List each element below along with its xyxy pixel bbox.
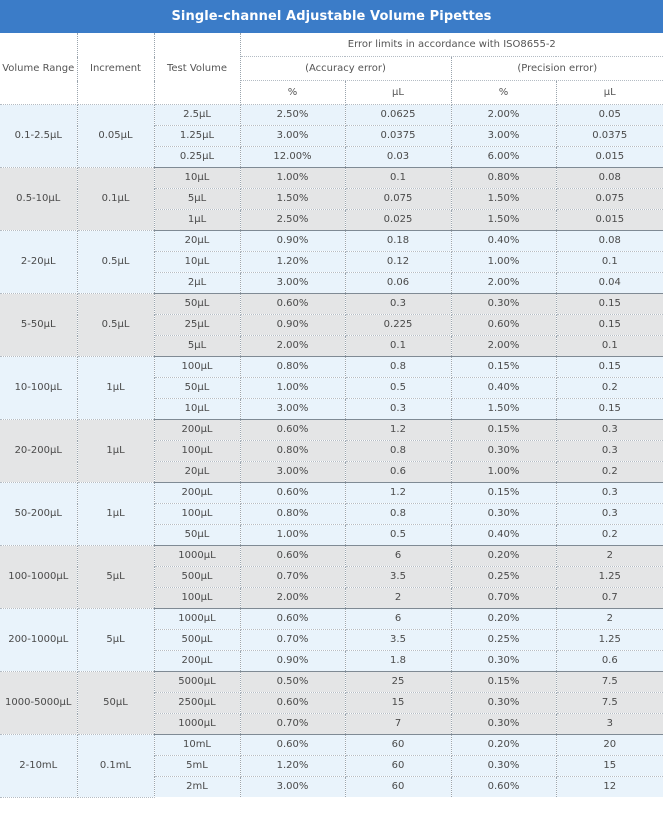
cell-accuracy-ul: 1.2 bbox=[345, 483, 451, 504]
cell-increment: 1μL bbox=[77, 483, 154, 546]
cell-precision-ul: 1.25 bbox=[556, 630, 663, 651]
cell-accuracy-percent: 0.60% bbox=[240, 420, 345, 441]
cell-precision-ul: 0.3 bbox=[556, 504, 663, 525]
cell-accuracy-ul: 3.5 bbox=[345, 567, 451, 588]
cell-accuracy-percent: 0.80% bbox=[240, 357, 345, 378]
cell-accuracy-ul: 0.0625 bbox=[345, 105, 451, 126]
cell-precision-percent: 0.30% bbox=[451, 693, 556, 714]
cell-precision-percent: 0.25% bbox=[451, 630, 556, 651]
cell-test-volume: 10μL bbox=[154, 168, 240, 189]
cell-precision-ul: 0.1 bbox=[556, 336, 663, 357]
cell-precision-ul: 12 bbox=[556, 777, 663, 798]
table-header bbox=[0, 33, 663, 105]
cell-volume-range: 5-50μL bbox=[0, 294, 77, 357]
cell-precision-percent: 0.30% bbox=[451, 756, 556, 777]
cell-accuracy-percent: 0.60% bbox=[240, 294, 345, 315]
cell-accuracy-percent: 1.20% bbox=[240, 252, 345, 273]
cell-volume-range: 20-200μL bbox=[0, 420, 77, 483]
cell-precision-ul: 0.05 bbox=[556, 105, 663, 126]
cell-accuracy-percent: 1.00% bbox=[240, 168, 345, 189]
cell-precision-ul: 1.25 bbox=[556, 567, 663, 588]
cell-accuracy-percent: 0.80% bbox=[240, 441, 345, 462]
cell-accuracy-percent: 3.00% bbox=[240, 273, 345, 294]
cell-increment: 1μL bbox=[77, 357, 154, 420]
table-title: Single-channel Adjustable Volume Pipettes bbox=[0, 0, 663, 33]
cell-accuracy-percent: 1.20% bbox=[240, 756, 345, 777]
cell-test-volume: 10mL bbox=[154, 735, 240, 756]
cell-precision-percent: 2.00% bbox=[451, 105, 556, 126]
cell-test-volume: 50μL bbox=[154, 294, 240, 315]
table-row bbox=[0, 483, 663, 504]
cell-precision-ul: 0.015 bbox=[556, 147, 663, 168]
cell-precision-ul: 7.5 bbox=[556, 672, 663, 693]
cell-precision-percent: 0.20% bbox=[451, 546, 556, 567]
cell-accuracy-ul: 0.06 bbox=[345, 273, 451, 294]
cell-volume-range: 0.1-2.5μL bbox=[0, 105, 77, 168]
cell-test-volume: 25μL bbox=[154, 315, 240, 336]
cell-test-volume: 0.25μL bbox=[154, 147, 240, 168]
cell-precision-ul: 2 bbox=[556, 609, 663, 630]
cell-test-volume: 1.25μL bbox=[154, 126, 240, 147]
cell-precision-ul: 0.6 bbox=[556, 651, 663, 672]
cell-precision-ul: 15 bbox=[556, 756, 663, 777]
cell-precision-percent: 1.00% bbox=[451, 252, 556, 273]
cell-precision-percent: 1.50% bbox=[451, 210, 556, 231]
table-row bbox=[0, 231, 663, 252]
cell-precision-ul: 0.0375 bbox=[556, 126, 663, 147]
cell-test-volume: 500μL bbox=[154, 630, 240, 651]
cell-precision-percent: 1.50% bbox=[451, 399, 556, 420]
cell-volume-range: 200-1000μL bbox=[0, 609, 77, 672]
cell-test-volume: 5mL bbox=[154, 756, 240, 777]
cell-precision-percent: 0.15% bbox=[451, 672, 556, 693]
cell-increment: 5μL bbox=[77, 546, 154, 609]
table-row bbox=[0, 735, 663, 756]
cell-accuracy-ul: 0.025 bbox=[345, 210, 451, 231]
cell-precision-percent: 0.60% bbox=[451, 777, 556, 798]
header-test-volume: Test Volume bbox=[154, 33, 240, 105]
cell-precision-percent: 0.25% bbox=[451, 567, 556, 588]
cell-precision-ul: 2 bbox=[556, 546, 663, 567]
cell-accuracy-percent: 0.60% bbox=[240, 693, 345, 714]
cell-test-volume: 100μL bbox=[154, 504, 240, 525]
cell-precision-percent: 0.70% bbox=[451, 588, 556, 609]
cell-precision-ul: 0.15 bbox=[556, 399, 663, 420]
cell-test-volume: 2μL bbox=[154, 273, 240, 294]
cell-precision-ul: 0.04 bbox=[556, 273, 663, 294]
cell-accuracy-ul: 60 bbox=[345, 756, 451, 777]
cell-test-volume: 10μL bbox=[154, 252, 240, 273]
cell-precision-ul: 0.2 bbox=[556, 462, 663, 483]
cell-precision-percent: 1.00% bbox=[451, 462, 556, 483]
cell-accuracy-ul: 0.8 bbox=[345, 441, 451, 462]
cell-accuracy-ul: 60 bbox=[345, 777, 451, 798]
cell-precision-percent: 0.30% bbox=[451, 714, 556, 735]
cell-precision-ul: 0.15 bbox=[556, 294, 663, 315]
header-increment: Increment bbox=[77, 33, 154, 105]
cell-test-volume: 200μL bbox=[154, 483, 240, 504]
cell-test-volume: 2.5μL bbox=[154, 105, 240, 126]
cell-volume-range: 0.5-10μL bbox=[0, 168, 77, 231]
cell-precision-percent: 2.00% bbox=[451, 273, 556, 294]
header-volume-range: Volume Range bbox=[0, 33, 77, 105]
cell-accuracy-ul: 0.12 bbox=[345, 252, 451, 273]
cell-volume-range: 1000-5000μL bbox=[0, 672, 77, 735]
cell-test-volume: 10μL bbox=[154, 399, 240, 420]
cell-precision-percent: 0.15% bbox=[451, 483, 556, 504]
table-row bbox=[0, 357, 663, 378]
cell-test-volume: 1000μL bbox=[154, 546, 240, 567]
cell-accuracy-ul: 0.5 bbox=[345, 525, 451, 546]
cell-precision-ul: 20 bbox=[556, 735, 663, 756]
cell-precision-percent: 0.15% bbox=[451, 420, 556, 441]
cell-accuracy-percent: 0.70% bbox=[240, 714, 345, 735]
cell-precision-percent: 0.15% bbox=[451, 357, 556, 378]
cell-test-volume: 200μL bbox=[154, 420, 240, 441]
cell-accuracy-percent: 0.60% bbox=[240, 609, 345, 630]
cell-accuracy-ul: 0.1 bbox=[345, 336, 451, 357]
cell-test-volume: 1000μL bbox=[154, 714, 240, 735]
cell-test-volume: 20μL bbox=[154, 231, 240, 252]
cell-accuracy-ul: 1.8 bbox=[345, 651, 451, 672]
cell-precision-ul: 0.08 bbox=[556, 231, 663, 252]
cell-test-volume: 100μL bbox=[154, 588, 240, 609]
header-accuracy-error: (Accuracy error) bbox=[240, 57, 451, 81]
cell-precision-ul: 0.15 bbox=[556, 315, 663, 336]
cell-precision-percent: 0.20% bbox=[451, 735, 556, 756]
cell-accuracy-percent: 1.00% bbox=[240, 525, 345, 546]
cell-accuracy-percent: 1.50% bbox=[240, 189, 345, 210]
header-accuracy-percent: % bbox=[240, 81, 345, 105]
cell-accuracy-ul: 0.5 bbox=[345, 378, 451, 399]
table-row bbox=[0, 294, 663, 315]
cell-accuracy-ul: 0.1 bbox=[345, 168, 451, 189]
cell-accuracy-percent: 3.00% bbox=[240, 777, 345, 798]
header-precision-error: (Precision error) bbox=[451, 57, 663, 81]
cell-test-volume: 100μL bbox=[154, 357, 240, 378]
cell-accuracy-ul: 2 bbox=[345, 588, 451, 609]
cell-precision-percent: 0.60% bbox=[451, 315, 556, 336]
cell-volume-range: 2-10mL bbox=[0, 735, 77, 798]
cell-test-volume: 2mL bbox=[154, 777, 240, 798]
cell-test-volume: 1μL bbox=[154, 210, 240, 231]
pipette-table bbox=[0, 33, 663, 798]
cell-accuracy-ul: 0.18 bbox=[345, 231, 451, 252]
cell-accuracy-ul: 15 bbox=[345, 693, 451, 714]
cell-accuracy-ul: 0.6 bbox=[345, 462, 451, 483]
cell-increment: 0.5μL bbox=[77, 294, 154, 357]
cell-precision-ul: 0.3 bbox=[556, 441, 663, 462]
cell-accuracy-percent: 3.00% bbox=[240, 126, 345, 147]
cell-test-volume: 50μL bbox=[154, 378, 240, 399]
cell-precision-ul: 0.075 bbox=[556, 189, 663, 210]
cell-volume-range: 10-100μL bbox=[0, 357, 77, 420]
cell-precision-percent: 0.40% bbox=[451, 525, 556, 546]
cell-precision-ul: 0.2 bbox=[556, 525, 663, 546]
cell-precision-ul: 0.7 bbox=[556, 588, 663, 609]
cell-test-volume: 50μL bbox=[154, 525, 240, 546]
cell-test-volume: 5μL bbox=[154, 336, 240, 357]
cell-accuracy-ul: 0.03 bbox=[345, 147, 451, 168]
cell-precision-percent: 0.40% bbox=[451, 231, 556, 252]
cell-accuracy-ul: 25 bbox=[345, 672, 451, 693]
cell-precision-percent: 0.30% bbox=[451, 651, 556, 672]
cell-increment: 1μL bbox=[77, 420, 154, 483]
cell-precision-ul: 0.08 bbox=[556, 168, 663, 189]
cell-test-volume: 500μL bbox=[154, 567, 240, 588]
cell-accuracy-percent: 12.00% bbox=[240, 147, 345, 168]
cell-volume-range: 50-200μL bbox=[0, 483, 77, 546]
header-error-limits: Error limits in accordance with ISO8655-2 bbox=[240, 33, 663, 57]
cell-precision-percent: 0.20% bbox=[451, 609, 556, 630]
table-row bbox=[0, 546, 663, 567]
cell-accuracy-percent: 3.00% bbox=[240, 399, 345, 420]
table-row bbox=[0, 105, 663, 126]
cell-accuracy-percent: 0.50% bbox=[240, 672, 345, 693]
cell-test-volume: 1000μL bbox=[154, 609, 240, 630]
cell-test-volume: 5μL bbox=[154, 189, 240, 210]
cell-test-volume: 20μL bbox=[154, 462, 240, 483]
cell-precision-percent: 0.30% bbox=[451, 504, 556, 525]
cell-precision-percent: 2.00% bbox=[451, 336, 556, 357]
cell-accuracy-percent: 2.50% bbox=[240, 105, 345, 126]
cell-increment: 0.1μL bbox=[77, 168, 154, 231]
cell-accuracy-percent: 0.60% bbox=[240, 546, 345, 567]
cell-accuracy-ul: 3.5 bbox=[345, 630, 451, 651]
cell-accuracy-ul: 0.3 bbox=[345, 294, 451, 315]
cell-accuracy-percent: 0.60% bbox=[240, 735, 345, 756]
cell-volume-range: 2-20μL bbox=[0, 231, 77, 294]
cell-increment: 0.05μL bbox=[77, 105, 154, 168]
table-row bbox=[0, 168, 663, 189]
cell-accuracy-percent: 3.00% bbox=[240, 462, 345, 483]
cell-test-volume: 2500μL bbox=[154, 693, 240, 714]
cell-precision-percent: 0.30% bbox=[451, 441, 556, 462]
cell-accuracy-percent: 0.90% bbox=[240, 315, 345, 336]
cell-test-volume: 5000μL bbox=[154, 672, 240, 693]
cell-accuracy-percent: 0.70% bbox=[240, 630, 345, 651]
cell-precision-percent: 0.40% bbox=[451, 378, 556, 399]
table-row bbox=[0, 672, 663, 693]
cell-precision-percent: 0.80% bbox=[451, 168, 556, 189]
cell-accuracy-ul: 0.075 bbox=[345, 189, 451, 210]
cell-precision-percent: 6.00% bbox=[451, 147, 556, 168]
cell-accuracy-percent: 0.90% bbox=[240, 651, 345, 672]
header-precision-percent: % bbox=[451, 81, 556, 105]
cell-accuracy-percent: 2.50% bbox=[240, 210, 345, 231]
cell-precision-ul: 0.3 bbox=[556, 420, 663, 441]
cell-precision-ul: 7.5 bbox=[556, 693, 663, 714]
cell-precision-ul: 0.15 bbox=[556, 357, 663, 378]
cell-test-volume: 200μL bbox=[154, 651, 240, 672]
cell-accuracy-percent: 0.70% bbox=[240, 567, 345, 588]
cell-precision-ul: 0.015 bbox=[556, 210, 663, 231]
cell-precision-ul: 3 bbox=[556, 714, 663, 735]
table-row bbox=[0, 420, 663, 441]
cell-precision-ul: 0.1 bbox=[556, 252, 663, 273]
header-accuracy-ul: μL bbox=[345, 81, 451, 105]
table-row bbox=[0, 609, 663, 630]
cell-accuracy-ul: 1.2 bbox=[345, 420, 451, 441]
cell-accuracy-ul: 0.8 bbox=[345, 504, 451, 525]
cell-increment: 0.1mL bbox=[77, 735, 154, 798]
cell-volume-range: 100-1000μL bbox=[0, 546, 77, 609]
cell-accuracy-ul: 7 bbox=[345, 714, 451, 735]
table-body bbox=[0, 105, 663, 798]
cell-precision-percent: 0.30% bbox=[451, 294, 556, 315]
cell-accuracy-ul: 60 bbox=[345, 735, 451, 756]
cell-precision-ul: 0.2 bbox=[556, 378, 663, 399]
cell-accuracy-ul: 0.225 bbox=[345, 315, 451, 336]
cell-accuracy-ul: 0.0375 bbox=[345, 126, 451, 147]
cell-test-volume: 100μL bbox=[154, 441, 240, 462]
cell-increment: 0.5μL bbox=[77, 231, 154, 294]
cell-precision-ul: 0.3 bbox=[556, 483, 663, 504]
cell-increment: 5μL bbox=[77, 609, 154, 672]
cell-increment: 50μL bbox=[77, 672, 154, 735]
cell-accuracy-percent: 0.60% bbox=[240, 483, 345, 504]
cell-accuracy-ul: 0.8 bbox=[345, 357, 451, 378]
cell-accuracy-percent: 0.80% bbox=[240, 504, 345, 525]
header-precision-ul: μL bbox=[556, 81, 663, 105]
cell-accuracy-ul: 6 bbox=[345, 546, 451, 567]
cell-accuracy-percent: 2.00% bbox=[240, 336, 345, 357]
cell-accuracy-percent: 0.90% bbox=[240, 231, 345, 252]
cell-precision-percent: 3.00% bbox=[451, 126, 556, 147]
cell-accuracy-percent: 2.00% bbox=[240, 588, 345, 609]
cell-precision-percent: 1.50% bbox=[451, 189, 556, 210]
cell-accuracy-ul: 6 bbox=[345, 609, 451, 630]
cell-accuracy-ul: 0.3 bbox=[345, 399, 451, 420]
cell-accuracy-percent: 1.00% bbox=[240, 378, 345, 399]
